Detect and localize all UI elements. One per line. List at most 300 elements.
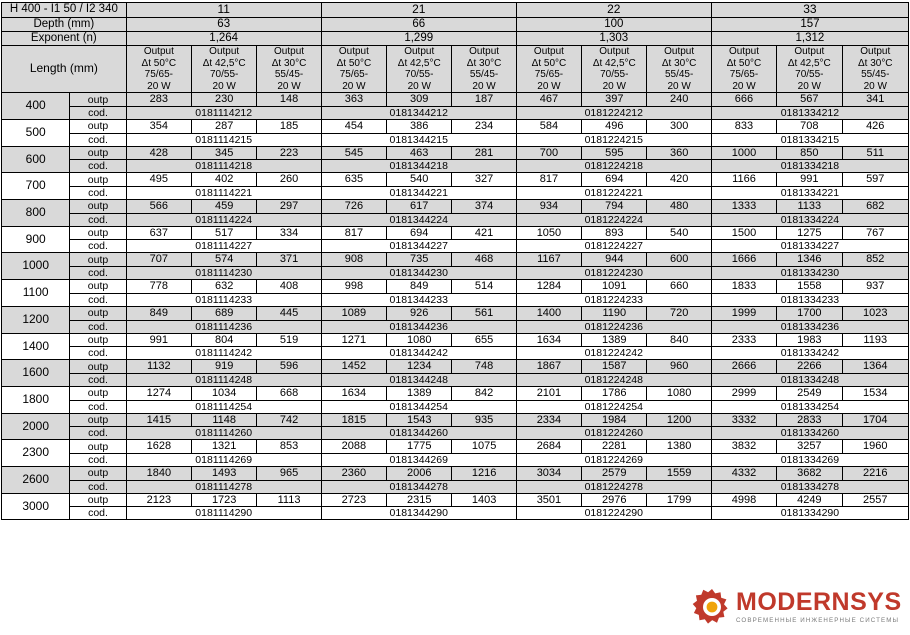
output-value: 842	[452, 386, 516, 400]
output-value: 1080	[647, 386, 711, 400]
output-value: 185	[257, 119, 321, 133]
output-value: 2088	[321, 440, 386, 454]
row-kind-code: cod.	[70, 160, 126, 173]
row-kind-code: cod.	[70, 507, 126, 520]
article-code: 0181224254	[516, 400, 711, 413]
table-row	[2, 413, 909, 427]
article-code: 0181344290	[321, 507, 516, 520]
output-value: 742	[257, 413, 321, 427]
output-value: 666	[711, 93, 776, 107]
row-kind-output: outp	[70, 93, 126, 107]
output-value: 849	[387, 280, 452, 294]
output-value: 1559	[647, 467, 711, 481]
output-value: 908	[321, 253, 386, 267]
output-header: Output Δt 42,5°C 70/55- 20 W	[777, 46, 842, 93]
output-value: 1704	[842, 413, 909, 427]
row-kind-code: cod.	[70, 267, 126, 280]
length-value: 1400	[2, 333, 70, 360]
article-code: 0181334224	[711, 213, 908, 226]
length-value: 500	[2, 119, 70, 146]
table-row	[2, 360, 909, 374]
output-value: 689	[192, 306, 257, 320]
article-code: 0181334242	[711, 347, 908, 360]
output-value: 708	[777, 119, 842, 133]
output-value: 893	[582, 226, 647, 240]
article-code: 0181114224	[126, 213, 321, 226]
output-value: 1389	[387, 386, 452, 400]
output-value: 720	[647, 306, 711, 320]
table-row	[2, 280, 909, 294]
table-row-code	[2, 454, 909, 467]
article-code: 0181114230	[126, 267, 321, 280]
output-value: 148	[257, 93, 321, 107]
row-kind-code: cod.	[70, 106, 126, 119]
table-row-code	[2, 267, 909, 280]
output-value: 1984	[582, 413, 647, 427]
table-row-code	[2, 293, 909, 306]
output-value: 1113	[257, 493, 321, 507]
length-value: 700	[2, 173, 70, 200]
table-row	[2, 146, 909, 160]
length-value: 1800	[2, 386, 70, 413]
output-value: 1080	[387, 333, 452, 347]
article-code: 0181334269	[711, 454, 908, 467]
table-row	[2, 333, 909, 347]
row-kind-output: outp	[70, 306, 126, 320]
modernsys-watermark	[692, 583, 904, 631]
output-value: 287	[192, 119, 257, 133]
output-value: 1634	[516, 333, 581, 347]
output-value: 2006	[387, 467, 452, 481]
output-value: 937	[842, 280, 909, 294]
table-row-code	[2, 400, 909, 413]
output-value: 1167	[516, 253, 581, 267]
article-code: 0181224242	[516, 347, 711, 360]
article-code: 0181114290	[126, 507, 321, 520]
output-value: 1543	[387, 413, 452, 427]
output-header: Output Δt 30°C 55/45- 20 W	[647, 46, 711, 93]
output-value: 944	[582, 253, 647, 267]
output-value: 1628	[126, 440, 191, 454]
meta-value: 66	[321, 17, 516, 31]
output-value: 374	[452, 200, 516, 214]
article-code: 0181224290	[516, 507, 711, 520]
output-value: 960	[647, 360, 711, 374]
output-value: 991	[126, 333, 191, 347]
output-value: 514	[452, 280, 516, 294]
output-value: 596	[257, 360, 321, 374]
output-value: 480	[647, 200, 711, 214]
output-value: 694	[387, 226, 452, 240]
output-value: 386	[387, 119, 452, 133]
length-value: 2600	[2, 467, 70, 494]
output-value: 354	[126, 119, 191, 133]
output-value: 1403	[452, 493, 516, 507]
output-value: 428	[126, 146, 191, 160]
output-value: 1200	[647, 413, 711, 427]
article-code: 0181344230	[321, 267, 516, 280]
output-value: 1558	[777, 280, 842, 294]
output-value: 1389	[582, 333, 647, 347]
output-value: 1050	[516, 226, 581, 240]
output-value: 2684	[516, 440, 581, 454]
output-value: 1452	[321, 360, 386, 374]
output-value: 934	[516, 200, 581, 214]
article-code: 0181114260	[126, 427, 321, 440]
row-kind-code: cod.	[70, 133, 126, 146]
output-value: 735	[387, 253, 452, 267]
output-value: 1666	[711, 253, 776, 267]
output-value: 668	[257, 386, 321, 400]
row-kind-code: cod.	[70, 213, 126, 226]
output-value: 3501	[516, 493, 581, 507]
output-value: 3257	[777, 440, 842, 454]
article-code: 0181344227	[321, 240, 516, 253]
watermark-brand: MODERNSYS	[736, 587, 902, 616]
output-value: 804	[192, 333, 257, 347]
table-row	[2, 173, 909, 187]
article-code: 0181334254	[711, 400, 908, 413]
output-value: 1999	[711, 306, 776, 320]
output-value: 327	[452, 173, 516, 187]
table-row-code	[2, 373, 909, 386]
row-kind-output: outp	[70, 386, 126, 400]
table-row	[2, 200, 909, 214]
output-header: Output Δt 50°C 75/65- 20 W	[321, 46, 386, 93]
output-value: 3332	[711, 413, 776, 427]
output-value: 1000	[711, 146, 776, 160]
article-code: 0181344260	[321, 427, 516, 440]
row-kind-code: cod.	[70, 373, 126, 386]
article-code: 0181334248	[711, 373, 908, 386]
row-kind-code: cod.	[70, 186, 126, 199]
output-value: 584	[516, 119, 581, 133]
output-value: 1867	[516, 360, 581, 374]
article-code: 0181344254	[321, 400, 516, 413]
output-value: 991	[777, 173, 842, 187]
article-code: 0181334227	[711, 240, 908, 253]
output-value: 833	[711, 119, 776, 133]
output-value: 1400	[516, 306, 581, 320]
output-value: 1786	[582, 386, 647, 400]
output-header: Output Δt 30°C 55/45- 20 W	[257, 46, 321, 93]
output-value: 1091	[582, 280, 647, 294]
article-code: 0181114248	[126, 373, 321, 386]
article-code: 0181334230	[711, 267, 908, 280]
article-code: 0181114215	[126, 133, 321, 146]
length-value: 800	[2, 200, 70, 227]
row-kind-output: outp	[70, 333, 126, 347]
output-value: 2666	[711, 360, 776, 374]
article-code: 0181224269	[516, 454, 711, 467]
article-code: 0181334236	[711, 320, 908, 333]
table-row	[2, 253, 909, 267]
row-kind-output: outp	[70, 226, 126, 240]
watermark-tagline: СОВРЕМЕННЫЕ ИНЖЕНЕРНЫЕ СИСТЕМЫ	[736, 616, 900, 624]
output-header: Output Δt 50°C 75/65- 20 W	[516, 46, 581, 93]
output-value: 421	[452, 226, 516, 240]
output-value: 748	[452, 360, 516, 374]
length-value: 2000	[2, 413, 70, 440]
article-code: 0181224278	[516, 480, 711, 493]
table-header-row-meta	[2, 32, 909, 46]
output-value: 300	[647, 119, 711, 133]
output-value: 334	[257, 226, 321, 240]
meta-value: 1,303	[516, 32, 711, 46]
table-row-code	[2, 213, 909, 226]
row-kind-code: cod.	[70, 347, 126, 360]
row-kind-output: outp	[70, 146, 126, 160]
table-row	[2, 440, 909, 454]
output-value: 463	[387, 146, 452, 160]
article-code: 0181344242	[321, 347, 516, 360]
length-value: 400	[2, 93, 70, 120]
table-row-code	[2, 106, 909, 119]
output-header: Output Δt 30°C 55/45- 20 W	[842, 46, 909, 93]
output-value: 1190	[582, 306, 647, 320]
output-value: 1133	[777, 200, 842, 214]
output-value: 1493	[192, 467, 257, 481]
output-header: Output Δt 50°C 75/65- 20 W	[126, 46, 191, 93]
output-value: 1148	[192, 413, 257, 427]
table-row-code	[2, 507, 909, 520]
article-code: 0181114269	[126, 454, 321, 467]
meta-label: Exponent (n)	[2, 32, 127, 46]
output-value: 1023	[842, 306, 909, 320]
article-code: 0181344221	[321, 186, 516, 199]
output-value: 2360	[321, 467, 386, 481]
table-row	[2, 306, 909, 320]
output-value: 1983	[777, 333, 842, 347]
article-code: 0181344269	[321, 454, 516, 467]
length-value: 1100	[2, 280, 70, 307]
output-value: 840	[647, 333, 711, 347]
output-value: 3034	[516, 467, 581, 481]
article-code: 0181334233	[711, 293, 908, 306]
output-value: 1700	[777, 306, 842, 320]
article-code: 0181224236	[516, 320, 711, 333]
output-value: 540	[647, 226, 711, 240]
output-value: 496	[582, 119, 647, 133]
output-value: 260	[257, 173, 321, 187]
output-value: 935	[452, 413, 516, 427]
output-header: Output Δt 50°C 75/65- 20 W	[711, 46, 776, 93]
output-value: 2833	[777, 413, 842, 427]
article-code: 0181334221	[711, 186, 908, 199]
output-value: 2216	[842, 467, 909, 481]
meta-value: 1,264	[126, 32, 321, 46]
output-value: 1132	[126, 360, 191, 374]
output-value: 1089	[321, 306, 386, 320]
output-value: 1723	[192, 493, 257, 507]
article-code: 0181114221	[126, 186, 321, 199]
article-code: 0181334218	[711, 160, 908, 173]
output-value: 2266	[777, 360, 842, 374]
output-value: 187	[452, 93, 516, 107]
table-row-code	[2, 160, 909, 173]
meta-value: 1,312	[711, 32, 908, 46]
output-value: 1815	[321, 413, 386, 427]
row-kind-output: outp	[70, 440, 126, 454]
output-value: 2315	[387, 493, 452, 507]
output-value: 467	[516, 93, 581, 107]
table-row-code	[2, 427, 909, 440]
article-code: 0181344212	[321, 106, 516, 119]
output-value: 1346	[777, 253, 842, 267]
length-value: 1000	[2, 253, 70, 280]
article-code: 0181224260	[516, 427, 711, 440]
length-value: 600	[2, 146, 70, 173]
output-value: 230	[192, 93, 257, 107]
output-value: 926	[387, 306, 452, 320]
output-value: 566	[126, 200, 191, 214]
output-value: 1534	[842, 386, 909, 400]
output-value: 459	[192, 200, 257, 214]
article-code: 0181334278	[711, 480, 908, 493]
output-value: 1840	[126, 467, 191, 481]
output-value: 2976	[582, 493, 647, 507]
output-value: 635	[321, 173, 386, 187]
output-value: 234	[452, 119, 516, 133]
output-header: Output Δt 42,5°C 70/55- 20 W	[192, 46, 257, 93]
output-value: 363	[321, 93, 386, 107]
meta-value: 157	[711, 17, 908, 31]
article-code: 0181114254	[126, 400, 321, 413]
row-kind-output: outp	[70, 360, 126, 374]
article-code: 0181334215	[711, 133, 908, 146]
output-value: 371	[257, 253, 321, 267]
output-value: 1321	[192, 440, 257, 454]
output-value: 1166	[711, 173, 776, 187]
group-header-33: 33	[711, 3, 908, 18]
output-value: 694	[582, 173, 647, 187]
output-value: 817	[321, 226, 386, 240]
output-value: 2123	[126, 493, 191, 507]
row-kind-output: outp	[70, 200, 126, 214]
output-value: 454	[321, 119, 386, 133]
length-value: 900	[2, 226, 70, 253]
meta-value: 63	[126, 17, 321, 31]
output-value: 707	[126, 253, 191, 267]
article-code: 0181224248	[516, 373, 711, 386]
output-value: 309	[387, 93, 452, 107]
row-kind-output: outp	[70, 493, 126, 507]
radiator-output-table	[1, 2, 909, 520]
output-value: 4998	[711, 493, 776, 507]
output-value: 1193	[842, 333, 909, 347]
output-value: 1380	[647, 440, 711, 454]
output-value: 778	[126, 280, 191, 294]
table-row	[2, 467, 909, 481]
output-value: 2334	[516, 413, 581, 427]
row-kind-output: outp	[70, 173, 126, 187]
output-value: 297	[257, 200, 321, 214]
output-value: 468	[452, 253, 516, 267]
article-code: 0181224233	[516, 293, 711, 306]
article-code: 0181344236	[321, 320, 516, 333]
output-value: 1799	[647, 493, 711, 507]
table-row-code	[2, 133, 909, 146]
output-value: 281	[452, 146, 516, 160]
output-value: 495	[126, 173, 191, 187]
output-value: 574	[192, 253, 257, 267]
article-code: 0181114242	[126, 347, 321, 360]
output-value: 445	[257, 306, 321, 320]
output-value: 726	[321, 200, 386, 214]
output-value: 341	[842, 93, 909, 107]
output-value: 1271	[321, 333, 386, 347]
output-value: 2549	[777, 386, 842, 400]
meta-value: 1,299	[321, 32, 516, 46]
output-value: 511	[842, 146, 909, 160]
output-value: 397	[582, 93, 647, 107]
table-header-row-meta	[2, 17, 909, 31]
output-value: 850	[777, 146, 842, 160]
table-row-code	[2, 320, 909, 333]
output-value: 660	[647, 280, 711, 294]
article-code: 0181224227	[516, 240, 711, 253]
row-kind-output: outp	[70, 280, 126, 294]
output-value: 1364	[842, 360, 909, 374]
output-value: 998	[321, 280, 386, 294]
row-kind-output: outp	[70, 467, 126, 481]
row-kind-output: outp	[70, 253, 126, 267]
article-code: 0181344218	[321, 160, 516, 173]
output-header: Output Δt 42,5°C 70/55- 20 W	[387, 46, 452, 93]
table-row-code	[2, 240, 909, 253]
output-value: 617	[387, 200, 452, 214]
output-value: 345	[192, 146, 257, 160]
output-value: 1775	[387, 440, 452, 454]
output-value: 700	[516, 146, 581, 160]
group-header-11: 11	[126, 3, 321, 18]
article-code: 0181224215	[516, 133, 711, 146]
output-value: 2999	[711, 386, 776, 400]
output-value: 1234	[387, 360, 452, 374]
article-code: 0181344278	[321, 480, 516, 493]
output-value: 1634	[321, 386, 386, 400]
article-code: 0181344233	[321, 293, 516, 306]
article-code: 0181114233	[126, 293, 321, 306]
output-value: 402	[192, 173, 257, 187]
output-value: 540	[387, 173, 452, 187]
output-value: 655	[452, 333, 516, 347]
article-code: 0181114212	[126, 106, 321, 119]
article-code: 0181334212	[711, 106, 908, 119]
output-value: 919	[192, 360, 257, 374]
output-value: 420	[647, 173, 711, 187]
output-value: 283	[126, 93, 191, 107]
length-value: 1600	[2, 360, 70, 387]
output-value: 2557	[842, 493, 909, 507]
output-value: 2579	[582, 467, 647, 481]
table-row	[2, 93, 909, 107]
length-value: 3000	[2, 493, 70, 520]
row-kind-output: outp	[70, 119, 126, 133]
output-value: 2281	[582, 440, 647, 454]
output-value: 240	[647, 93, 711, 107]
output-value: 4332	[711, 467, 776, 481]
article-code: 0181344215	[321, 133, 516, 146]
length-value: 2300	[2, 440, 70, 467]
output-value: 1833	[711, 280, 776, 294]
article-code: 0181114236	[126, 320, 321, 333]
output-value: 1500	[711, 226, 776, 240]
row-kind-code: cod.	[70, 240, 126, 253]
length-header: Length (mm)	[2, 46, 127, 93]
output-value: 1333	[711, 200, 776, 214]
output-value: 794	[582, 200, 647, 214]
